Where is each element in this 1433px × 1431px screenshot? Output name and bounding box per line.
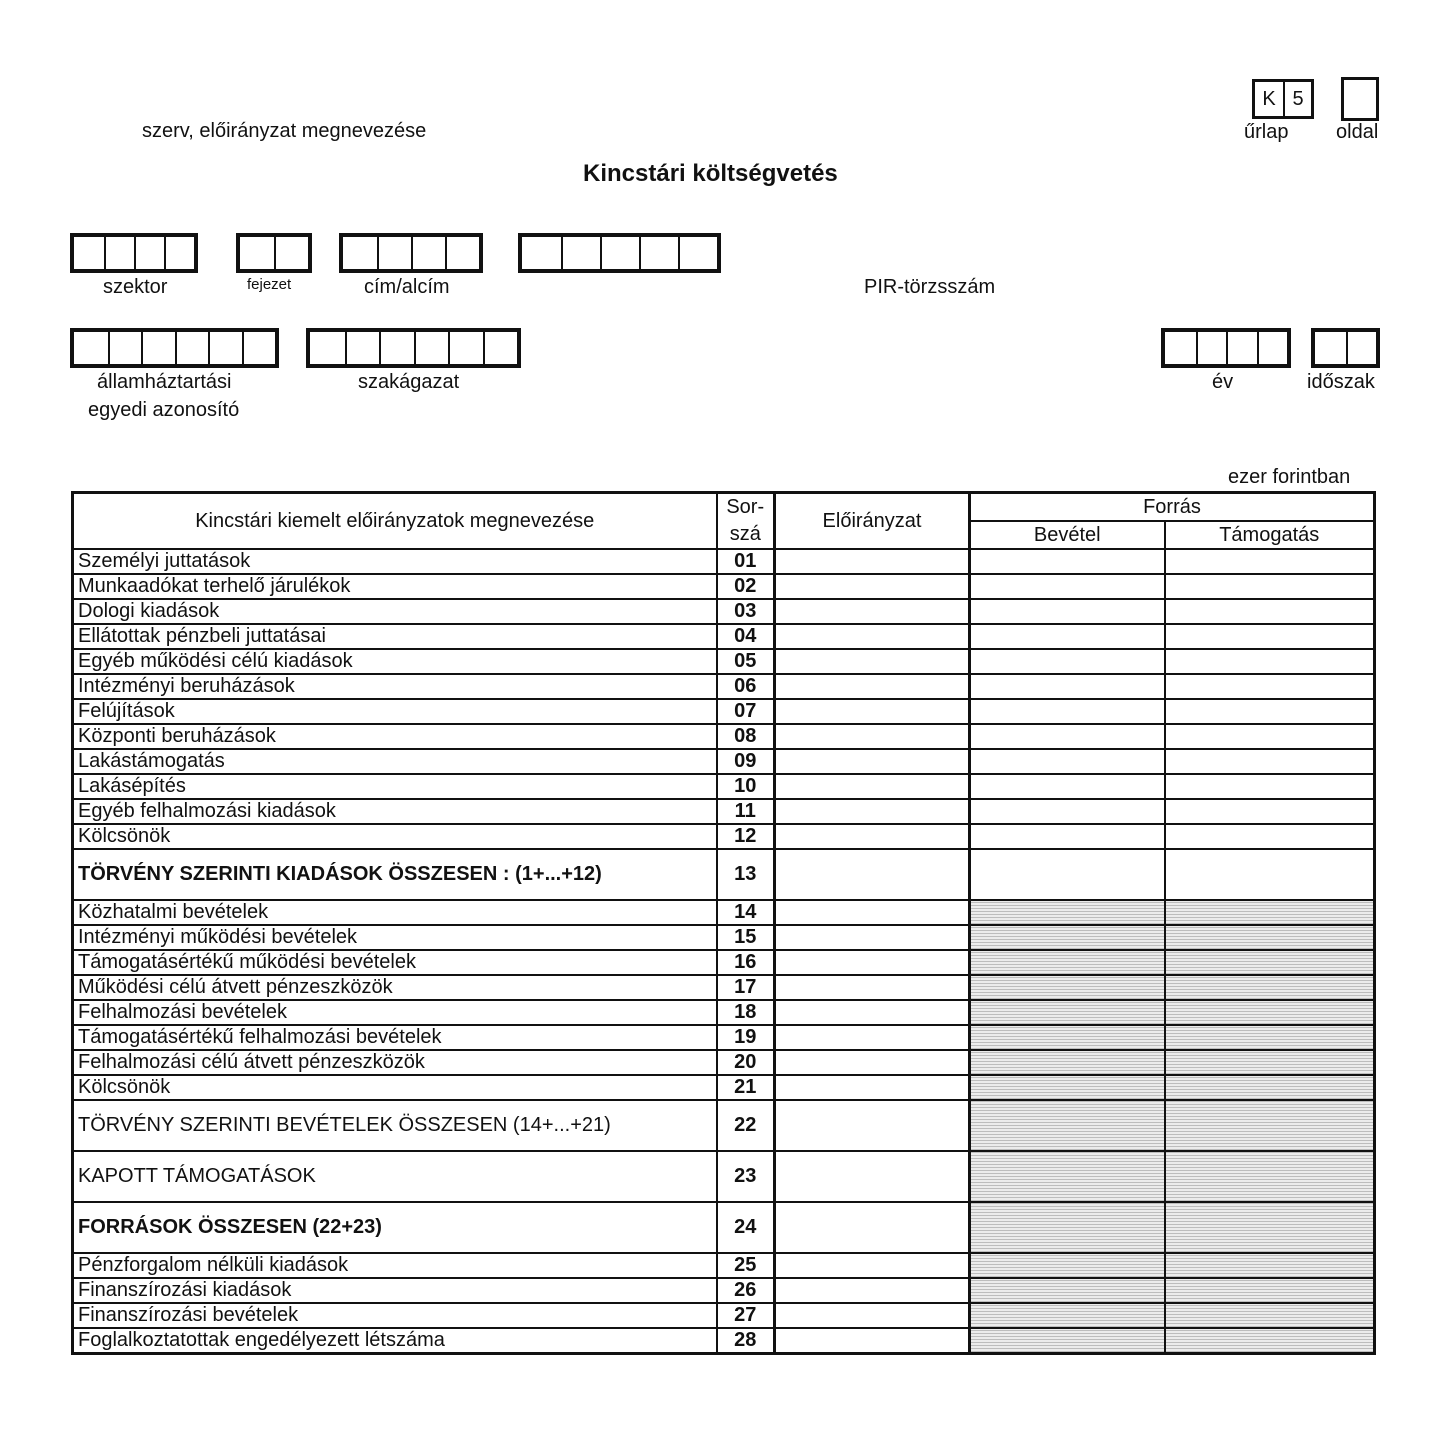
eloiranyzat-cell[interactable]: [775, 1202, 970, 1253]
bevetel-cell: [970, 1100, 1165, 1151]
ahte-cell[interactable]: [141, 332, 175, 364]
row-number: 12: [717, 824, 775, 849]
pir-cell[interactable]: [561, 237, 600, 269]
row-name: Közhatalmi bevételek: [73, 900, 717, 925]
bevetel-cell: [970, 1202, 1165, 1253]
tamogatas-cell[interactable]: [1165, 674, 1375, 699]
row-number: 14: [717, 900, 775, 925]
table-row: [73, 925, 1375, 950]
cim-label: cím/alcím: [364, 276, 450, 298]
row-name: TÖRVÉNY SZERINTI BEVÉTELEK ÖSSZESEN (14+...+21): [73, 1100, 717, 1151]
szektor-cell[interactable]: [104, 237, 134, 269]
cim-cell[interactable]: [377, 237, 411, 269]
ev-label: év: [1212, 371, 1234, 393]
eloiranyzat-cell[interactable]: [775, 649, 970, 674]
row-name: Személyi juttatások: [73, 549, 717, 574]
ev-cell[interactable]: [1226, 332, 1257, 364]
row-name: Lakásépítés: [73, 774, 717, 799]
szakagazat-cell[interactable]: [310, 332, 345, 364]
eloiranyzat-cell[interactable]: [775, 824, 970, 849]
budget-table: [71, 491, 1376, 1355]
pir-cell[interactable]: [678, 237, 717, 269]
row-name: Finanszírozási kiadások: [73, 1278, 717, 1303]
bevetel-cell[interactable]: [970, 649, 1165, 674]
bevetel-cell: [970, 1000, 1165, 1025]
bevetel-cell: [970, 1303, 1165, 1328]
row-name: Munkaadókat terhelő járulékok: [73, 574, 717, 599]
table-row: [73, 699, 1375, 724]
eloiranyzat-cell[interactable]: [775, 900, 970, 925]
eloiranyzat-cell[interactable]: [775, 674, 970, 699]
table-row: [73, 849, 1375, 900]
table-row: [73, 799, 1375, 824]
table-row: [73, 649, 1375, 674]
row-number: 06: [717, 674, 775, 699]
eloiranyzat-cell[interactable]: [775, 1328, 970, 1354]
cim-cell[interactable]: [411, 237, 445, 269]
szektor-cell[interactable]: [74, 237, 104, 269]
bevetel-cell[interactable]: [970, 774, 1165, 799]
bevetel-cell[interactable]: [970, 674, 1165, 699]
tamogatas-cell: [1165, 1253, 1375, 1278]
row-name: Egyéb felhalmozási kiadások: [73, 799, 717, 824]
eloiranyzat-cell[interactable]: [775, 774, 970, 799]
bevetel-cell[interactable]: [970, 699, 1165, 724]
col-header-tamogatas: Támogatás: [1165, 521, 1375, 549]
row-number: 26: [717, 1278, 775, 1303]
row-name: Felhalmozási bevételek: [73, 1000, 717, 1025]
eloiranyzat-cell[interactable]: [775, 1253, 970, 1278]
tamogatas-cell: [1165, 1151, 1375, 1202]
tamogatas-cell[interactable]: [1165, 799, 1375, 824]
szakagazat-boxes[interactable]: [306, 328, 521, 368]
tamogatas-cell: [1165, 1050, 1375, 1075]
tamogatas-cell[interactable]: [1165, 774, 1375, 799]
bevetel-cell[interactable]: [970, 624, 1165, 649]
szakagazat-cell[interactable]: [345, 332, 380, 364]
row-name: Intézményi működési bevételek: [73, 925, 717, 950]
table-row: [73, 1202, 1375, 1253]
table-row: [73, 574, 1375, 599]
row-number: 22: [717, 1100, 775, 1151]
table-row: [73, 1278, 1375, 1303]
eloiranyzat-cell[interactable]: [775, 599, 970, 624]
row-number: 02: [717, 574, 775, 599]
tamogatas-cell[interactable]: [1165, 574, 1375, 599]
eloiranyzat-cell[interactable]: [775, 799, 970, 824]
row-name: Támogatásértékű felhalmozási bevételek: [73, 1025, 717, 1050]
bevetel-cell: [970, 925, 1165, 950]
table-row: [73, 599, 1375, 624]
table-row: [73, 900, 1375, 925]
bevetel-cell: [970, 1050, 1165, 1075]
row-name: Központi beruházások: [73, 724, 717, 749]
col-header-eloiranyzat: Előirányzat: [775, 493, 970, 550]
table-row: [73, 674, 1375, 699]
bevetel-cell[interactable]: [970, 749, 1165, 774]
col-header-name: Kincstári kiemelt előirányzatok megnevezése: [73, 493, 717, 550]
ahte-boxes[interactable]: [70, 328, 279, 368]
bevetel-cell: [970, 950, 1165, 975]
szakagazat-label: szakágazat: [358, 371, 460, 393]
eloiranyzat-cell[interactable]: [775, 1303, 970, 1328]
ahte-cell[interactable]: [108, 332, 142, 364]
table-row: [73, 1100, 1375, 1151]
eloiranyzat-cell[interactable]: [775, 574, 970, 599]
table-row: [73, 1328, 1375, 1354]
table-row: [73, 1303, 1375, 1328]
szakagazat-cell[interactable]: [483, 332, 518, 364]
eloiranyzat-cell[interactable]: [775, 1278, 970, 1303]
idoszak-label: időszak: [1307, 371, 1375, 393]
eloiranyzat-cell[interactable]: [775, 624, 970, 649]
szakagazat-cell[interactable]: [379, 332, 414, 364]
col-header-sor-line1: Sor-: [726, 496, 765, 518]
eloiranyzat-cell[interactable]: [775, 1075, 970, 1100]
row-name: Dologi kiadások: [73, 599, 717, 624]
row-name: FORRÁSOK ÖSSZESEN (22+23): [73, 1202, 717, 1253]
tamogatas-cell: [1165, 1303, 1375, 1328]
szektor-label: szektor: [103, 276, 168, 298]
bevetel-cell: [970, 1328, 1165, 1354]
row-name: Felújítások: [73, 699, 717, 724]
tamogatas-cell: [1165, 900, 1375, 925]
row-name: Lakástámogatás: [73, 749, 717, 774]
bevetel-cell[interactable]: [970, 574, 1165, 599]
cim-cell[interactable]: [343, 237, 377, 269]
currency-note: ezer forintban: [1228, 466, 1351, 488]
row-number: 25: [717, 1253, 775, 1278]
bevetel-cell: [970, 1025, 1165, 1050]
tamogatas-cell: [1165, 1328, 1375, 1354]
row-number: 19: [717, 1025, 775, 1050]
bevetel-cell: [970, 1151, 1165, 1202]
table-row: [73, 1025, 1375, 1050]
pir-cell[interactable]: [600, 237, 639, 269]
idoszak-boxes[interactable]: [1311, 328, 1380, 368]
bevetel-cell[interactable]: [970, 824, 1165, 849]
col-header-bevetel: Bevétel: [970, 521, 1165, 549]
eloiranyzat-cell[interactable]: [775, 1151, 970, 1202]
row-name: Kölcsönök: [73, 1075, 717, 1100]
row-name: Egyéb működési célú kiadások: [73, 649, 717, 674]
eloiranyzat-cell[interactable]: [775, 549, 970, 574]
tamogatas-cell: [1165, 925, 1375, 950]
row-name: Felhalmozási célú átvett pénzeszközök: [73, 1050, 717, 1075]
row-number: 28: [717, 1328, 775, 1354]
row-number: 15: [717, 925, 775, 950]
tamogatas-cell[interactable]: [1165, 624, 1375, 649]
table-row: [73, 724, 1375, 749]
ev-cell[interactable]: [1196, 332, 1227, 364]
table-row: [73, 1075, 1375, 1100]
bevetel-cell[interactable]: [970, 599, 1165, 624]
row-number: 23: [717, 1151, 775, 1202]
row-number: 05: [717, 649, 775, 674]
tamogatas-cell: [1165, 1100, 1375, 1151]
row-name: TÖRVÉNY SZERINTI KIADÁSOK ÖSSZESEN : (1+...+12): [73, 849, 717, 900]
row-number: 01: [717, 549, 775, 574]
table-row: [73, 774, 1375, 799]
row-number: 09: [717, 749, 775, 774]
table-row: [73, 549, 1375, 574]
tamogatas-cell: [1165, 1075, 1375, 1100]
bevetel-cell[interactable]: [970, 799, 1165, 824]
ev-cell[interactable]: [1165, 332, 1196, 364]
bevetel-cell: [970, 1278, 1165, 1303]
row-number: 18: [717, 1000, 775, 1025]
ahte-cell[interactable]: [242, 332, 276, 364]
bevetel-cell: [970, 900, 1165, 925]
eloiranyzat-cell[interactable]: [775, 724, 970, 749]
page-number-cell[interactable]: [1344, 80, 1376, 118]
table-row: [73, 749, 1375, 774]
eloiranyzat-cell[interactable]: [775, 699, 970, 724]
form-code-number: 5: [1283, 82, 1311, 116]
row-name: Kölcsönök: [73, 824, 717, 849]
col-header-sor: [717, 493, 775, 550]
table-row: [73, 1000, 1375, 1025]
col-header-sor-line2: szá: [729, 523, 761, 545]
row-number: 24: [717, 1202, 775, 1253]
row-name: Foglalkoztatottak engedélyezett létszáma: [73, 1328, 717, 1354]
szektor-cell[interactable]: [164, 237, 194, 269]
page-title: Kincstári költségvetés: [583, 160, 838, 187]
org-name-label: szerv, előirányzat megnevezése: [142, 120, 427, 142]
row-number: 08: [717, 724, 775, 749]
ev-boxes[interactable]: [1161, 328, 1291, 368]
idoszak-cell[interactable]: [1346, 332, 1377, 364]
szakagazat-cell[interactable]: [414, 332, 449, 364]
bevetel-cell[interactable]: [970, 724, 1165, 749]
row-number: 21: [717, 1075, 775, 1100]
tamogatas-cell[interactable]: [1165, 699, 1375, 724]
form-label: űrlap: [1244, 121, 1289, 143]
ahte-label-line1: államháztartási: [97, 371, 232, 393]
row-number: 20: [717, 1050, 775, 1075]
pir-cell[interactable]: [639, 237, 678, 269]
cim-cell[interactable]: [445, 237, 479, 269]
row-name: Működési célú átvett pénzeszközök: [73, 975, 717, 1000]
table-row: [73, 1050, 1375, 1075]
tamogatas-cell: [1165, 1000, 1375, 1025]
bevetel-cell[interactable]: [970, 549, 1165, 574]
tamogatas-cell[interactable]: [1165, 849, 1375, 900]
tamogatas-cell: [1165, 950, 1375, 975]
tamogatas-cell: [1165, 975, 1375, 1000]
page-label: oldal: [1336, 121, 1379, 143]
tamogatas-cell[interactable]: [1165, 599, 1375, 624]
row-number: 27: [717, 1303, 775, 1328]
eloiranyzat-cell[interactable]: [775, 925, 970, 950]
row-number: 11: [717, 799, 775, 824]
ahte-cell[interactable]: [175, 332, 209, 364]
row-name: KAPOTT TÁMOGATÁSOK: [73, 1151, 717, 1202]
tamogatas-cell[interactable]: [1165, 724, 1375, 749]
tamogatas-cell: [1165, 1202, 1375, 1253]
table-row: [73, 824, 1375, 849]
szektor-cell[interactable]: [134, 237, 164, 269]
row-number: 17: [717, 975, 775, 1000]
bevetel-cell: [970, 1075, 1165, 1100]
eloiranyzat-cell[interactable]: [775, 950, 970, 975]
idoszak-cell[interactable]: [1315, 332, 1346, 364]
row-name: Ellátottak pénzbeli juttatásai: [73, 624, 717, 649]
tamogatas-cell: [1165, 1025, 1375, 1050]
ahte-label-line2: egyedi azonosító: [88, 399, 240, 421]
page-number-box[interactable]: [1341, 77, 1379, 121]
col-header-forras: Forrás: [970, 493, 1375, 522]
form-code-letter: K: [1262, 88, 1276, 110]
tamogatas-cell[interactable]: [1165, 749, 1375, 774]
pir-label: PIR-törzsszám: [864, 276, 996, 298]
eloiranyzat-cell[interactable]: [775, 1000, 970, 1025]
row-name: Intézményi beruházások: [73, 674, 717, 699]
row-name: Támogatásértékű működési bevételek: [73, 950, 717, 975]
ahte-cell[interactable]: [208, 332, 242, 364]
tamogatas-cell[interactable]: [1165, 549, 1375, 574]
row-number: 16: [717, 950, 775, 975]
eloiranyzat-cell[interactable]: [775, 1025, 970, 1050]
tamogatas-cell[interactable]: [1165, 824, 1375, 849]
eloiranyzat-cell[interactable]: [775, 1100, 970, 1151]
fejezet-label: fejezet: [247, 276, 292, 293]
cim-boxes[interactable]: [339, 233, 483, 273]
row-number: 04: [717, 624, 775, 649]
row-number: 07: [717, 699, 775, 724]
table-row: [73, 950, 1375, 975]
szakagazat-cell[interactable]: [448, 332, 483, 364]
ev-cell[interactable]: [1257, 332, 1288, 364]
fejezet-boxes[interactable]: [236, 233, 312, 273]
tamogatas-cell[interactable]: [1165, 649, 1375, 674]
bevetel-cell: [970, 1253, 1165, 1278]
row-name: Pénzforgalom nélküli kiadások: [73, 1253, 717, 1278]
bevetel-cell: [970, 975, 1165, 1000]
eloiranyzat-cell[interactable]: [775, 749, 970, 774]
szektor-boxes[interactable]: [70, 233, 198, 273]
row-number: 03: [717, 599, 775, 624]
eloiranyzat-cell[interactable]: [775, 975, 970, 1000]
ahte-cell[interactable]: [74, 332, 108, 364]
pir-boxes[interactable]: [518, 233, 721, 273]
row-number: 13: [717, 849, 775, 900]
form-code-box: [1252, 79, 1314, 119]
table-row: [73, 975, 1375, 1000]
row-number: 10: [717, 774, 775, 799]
bevetel-cell[interactable]: [970, 849, 1165, 900]
fejezet-cell[interactable]: [240, 237, 274, 269]
row-name: Finanszírozási bevételek: [73, 1303, 717, 1328]
table-row: [73, 624, 1375, 649]
table-row: [73, 1253, 1375, 1278]
table-row: [73, 1151, 1375, 1202]
pir-cell[interactable]: [522, 237, 561, 269]
tamogatas-cell: [1165, 1278, 1375, 1303]
eloiranyzat-cell[interactable]: [775, 1050, 970, 1075]
eloiranyzat-cell[interactable]: [775, 849, 970, 900]
fejezet-cell[interactable]: [274, 237, 308, 269]
